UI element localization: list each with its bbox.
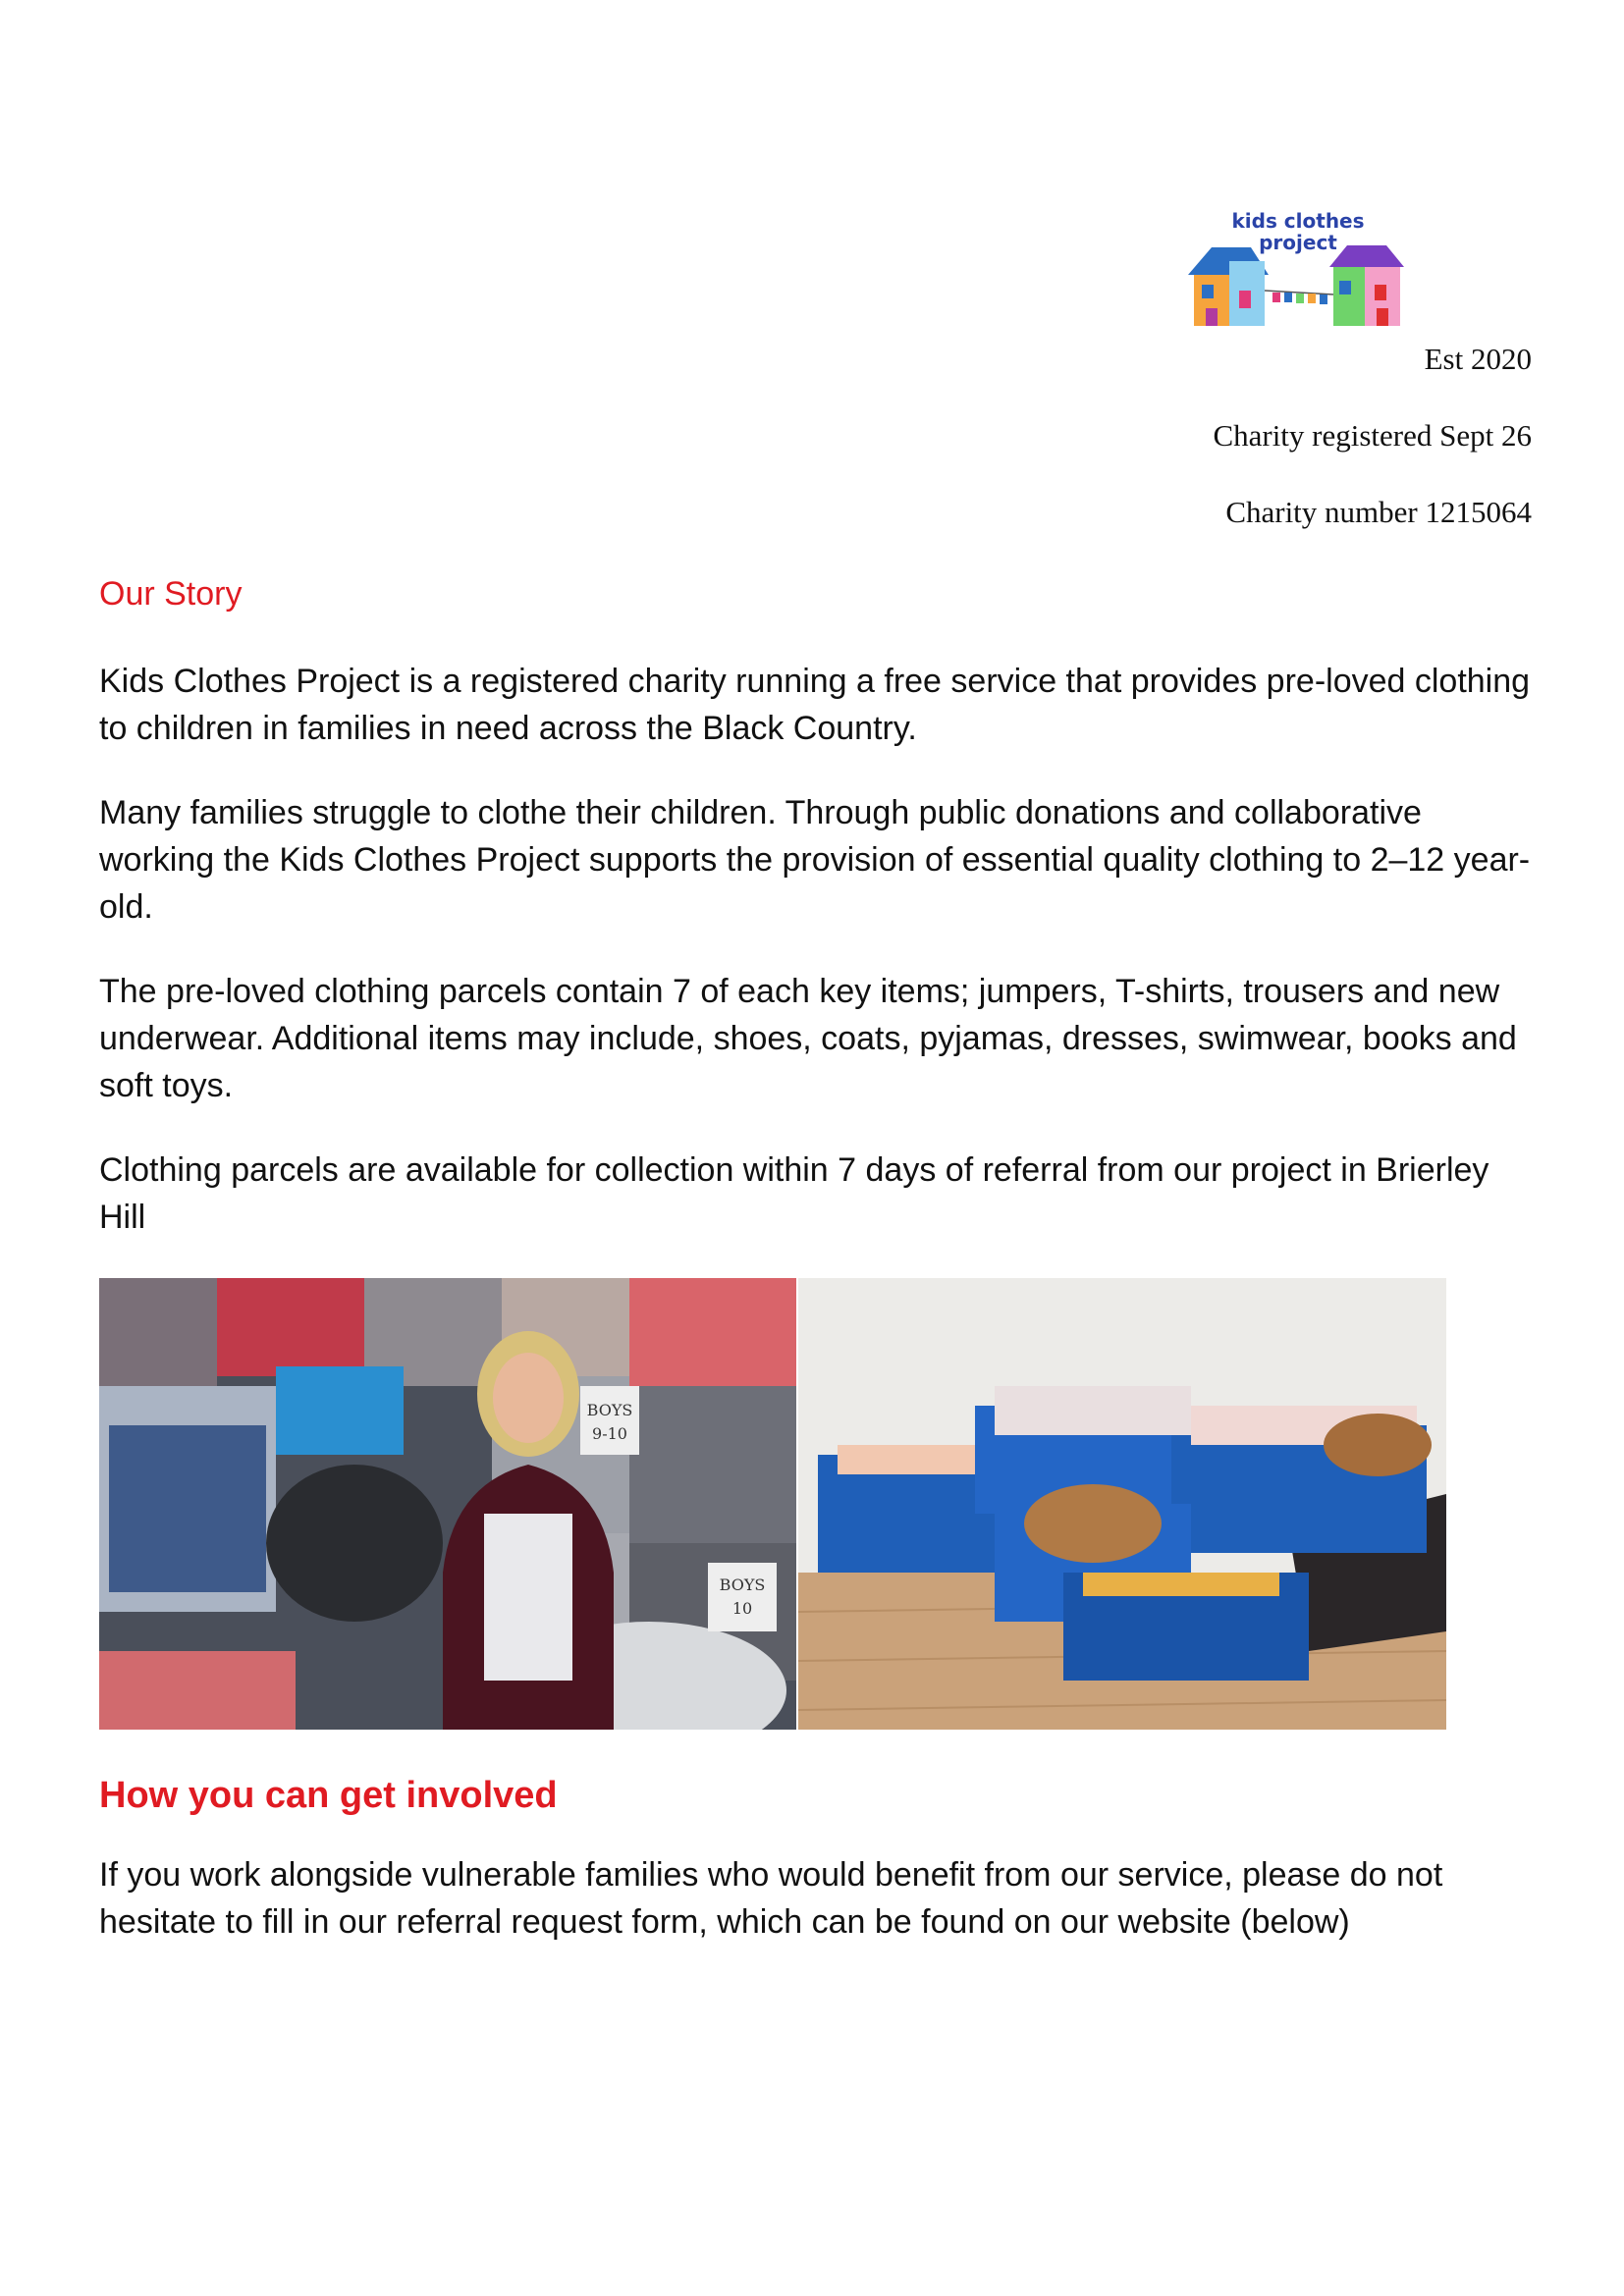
charity-registered-text: Charity registered Sept 26 (1213, 418, 1532, 453)
kids-clothes-project-logo (1182, 206, 1412, 330)
box-label-boys-2: BOYS (719, 1575, 766, 1594)
story-paragraph-2: Many families struggle to clothe their children. Through public donations and collaborative working the Kids Clothes Project supports the provision of essential quality clothing to 2–12 year-old. (99, 794, 1531, 926)
story-paragraph-4: Clothing parcels are available for collection within 7 days of referral from our project in Brierley Hill (99, 1151, 1489, 1236)
logo-line2: project (1259, 231, 1337, 254)
story-paragraph-1: Kids Clothes Project is a registered charity running a free service that provides pre-loved clothing to children in families in need across the Black Country. (99, 663, 1531, 747)
story-paragraph-3: The pre-loved clothing parcels contain 7 of each key items; jumpers, T-shirts, trousers and new underwear. Additional items may include, shoes, coats, pyjamas, dresses, swimwear, books and soft toys. (99, 973, 1517, 1104)
box-label-age-1: 9-10 (592, 1424, 627, 1443)
box-label-boys-1: BOYS (586, 1401, 633, 1419)
get-involved-paragraph: If you work alongside vulnerable families who would benefit from our service, please do not hesitate to fill in our referral request form, which can be found on our website (below) (99, 1856, 1443, 1941)
our-story-heading: Our Story (99, 575, 243, 613)
logo-line1: kids clothes (1231, 209, 1365, 233)
box-label-age-2: 10 (731, 1599, 753, 1618)
get-involved-heading: How you can get involved (99, 1775, 558, 1816)
established-text: Est 2020 (1424, 342, 1532, 376)
charity-number-text: Charity number 1215064 (1225, 495, 1532, 529)
volunteer-with-clothes-photo (99, 1278, 796, 1730)
clothing-parcels-photo (798, 1278, 1446, 1730)
